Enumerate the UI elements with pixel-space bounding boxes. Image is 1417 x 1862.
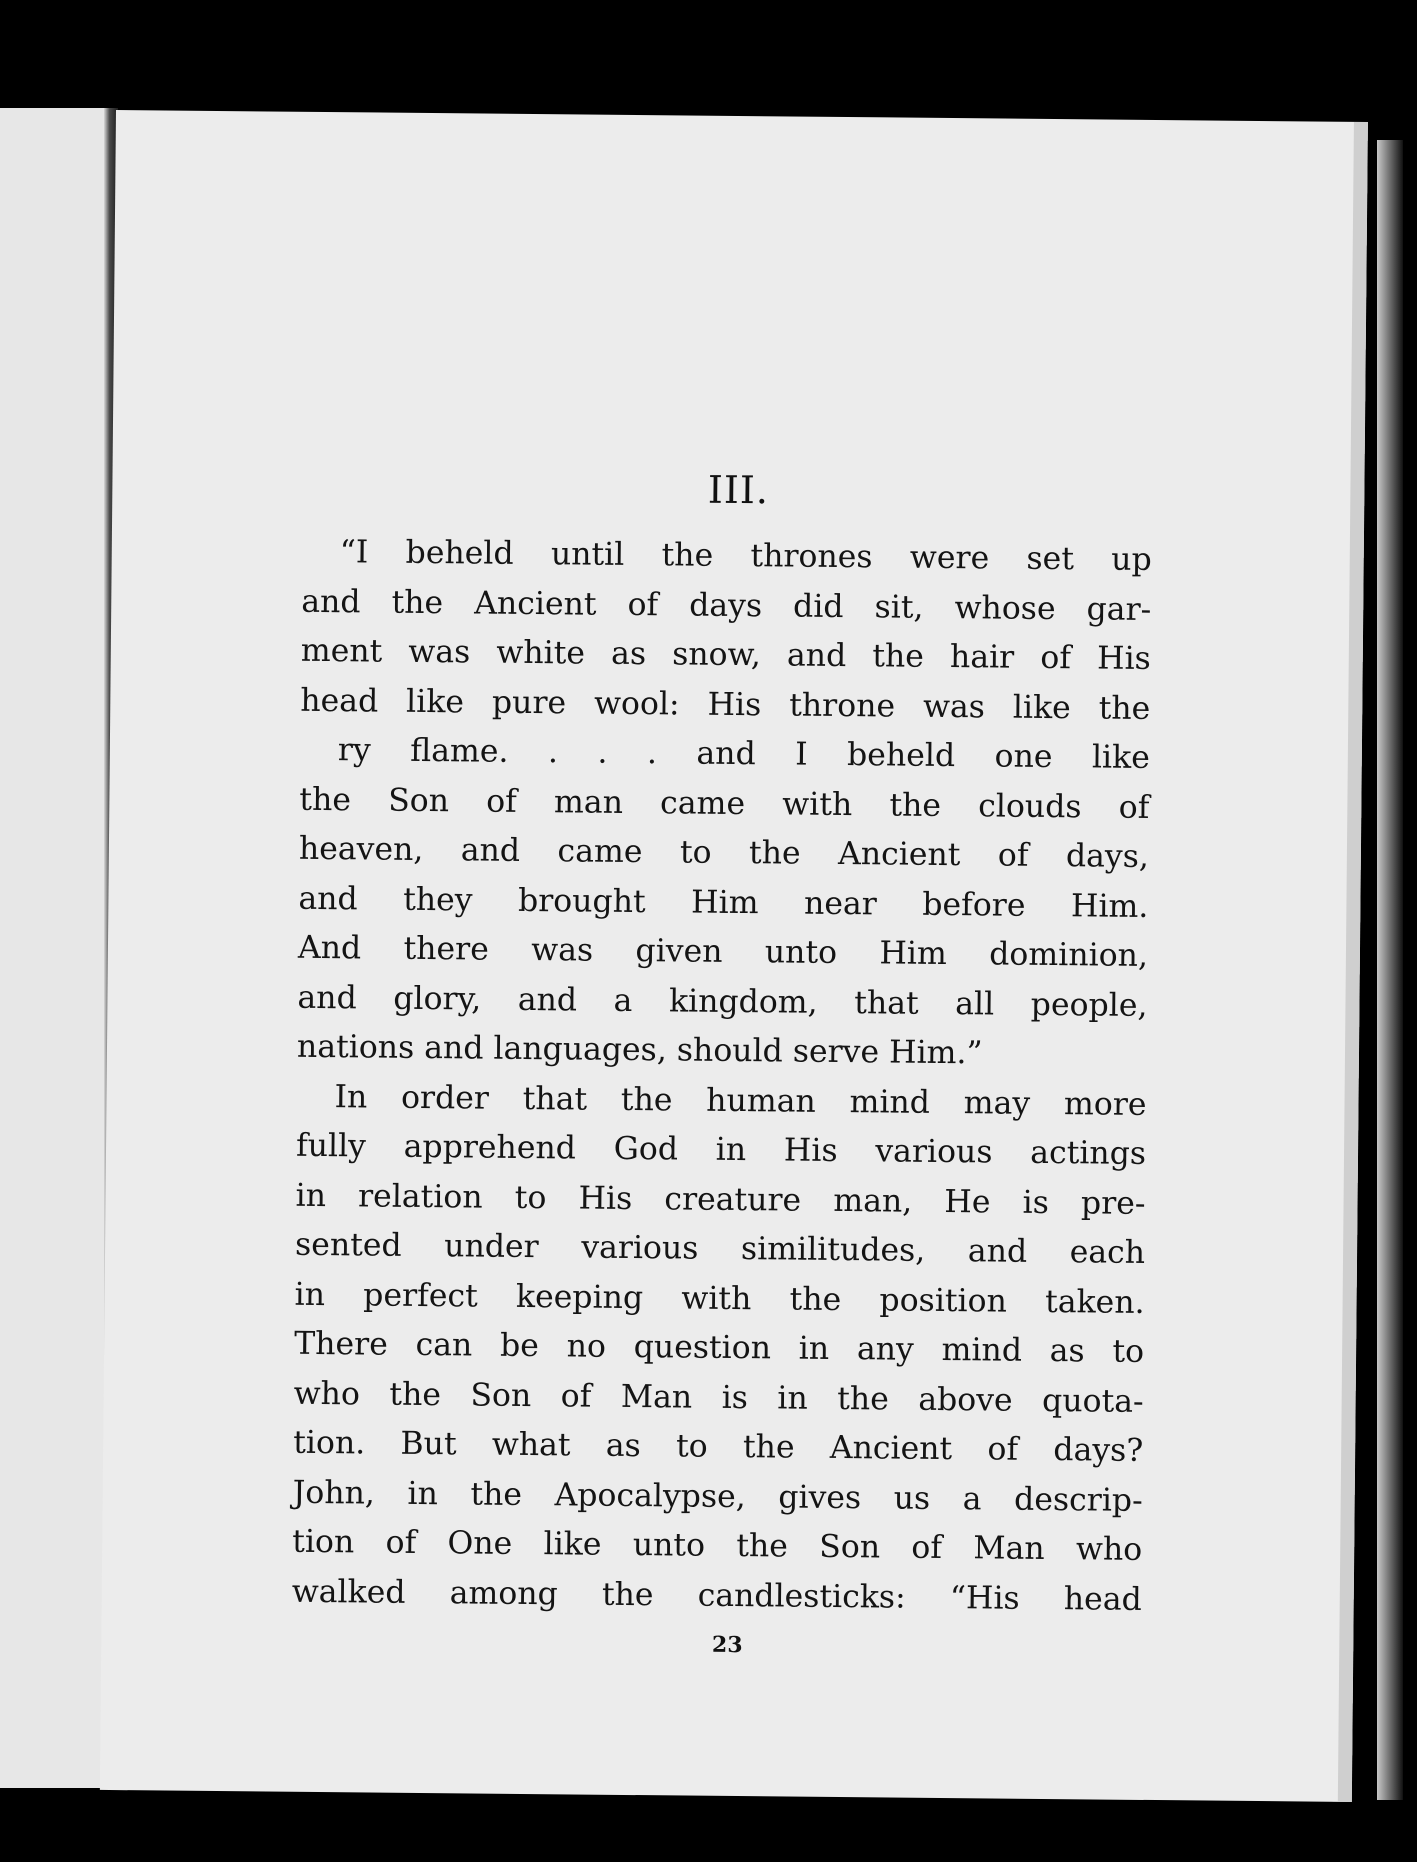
text-line: in perfect keeping with the position taken. [294, 1276, 1145, 1321]
text-line: who the Son of Man is in the above quota- [293, 1375, 1144, 1420]
text-line: and glory, and a kingdom, that all people, [297, 979, 1148, 1024]
text-line: ment was white as snow, and the hair of His [300, 632, 1151, 677]
text-line: There can be no question in any mind as to [293, 1325, 1145, 1370]
text-line: And there was given unto Him dominion, [297, 929, 1149, 974]
facing-page-edge [0, 108, 112, 1788]
text-line: nations and languages, should serve Him.” [296, 1028, 983, 1072]
page-number: 23 [711, 1631, 743, 1659]
text-line: ry flame. . . . and I beheld one like [337, 732, 1151, 776]
page-body-text [292, 528, 1152, 1625]
text-line: head like pure wool: His throne was like the [300, 682, 1151, 727]
text-line: John, in the Apocalypse, gives us a descrip- [292, 1474, 1143, 1519]
text-line: In order that the human mind may more [334, 1078, 1147, 1123]
text-line: in relation to His creature man, He is pre- [295, 1177, 1146, 1222]
page-block-edge [1377, 140, 1403, 1800]
text-line: walked among the candlesticks: “His head [291, 1573, 1142, 1618]
text-line: tion of One like unto the Son of Man who [292, 1523, 1143, 1568]
text-line: heaven, and came to the Ancient of days, [298, 830, 1150, 875]
text-line: tion. But what as to the Ancient of days? [293, 1424, 1144, 1469]
text-line: “I beheld until the thrones were set up [339, 534, 1152, 578]
chapter-heading: III. [707, 467, 770, 513]
text-line: sented under various similitudes, and each [294, 1226, 1146, 1271]
text-line: the Son of man came with the clouds of [299, 781, 1150, 826]
book-page [100, 110, 1368, 1802]
text-line: fully apprehend God in His various actings [295, 1127, 1147, 1172]
text-line: and they brought Him near before Him. [298, 880, 1149, 925]
text-line: and the Ancient of days did sit, whose gar- [301, 583, 1152, 628]
